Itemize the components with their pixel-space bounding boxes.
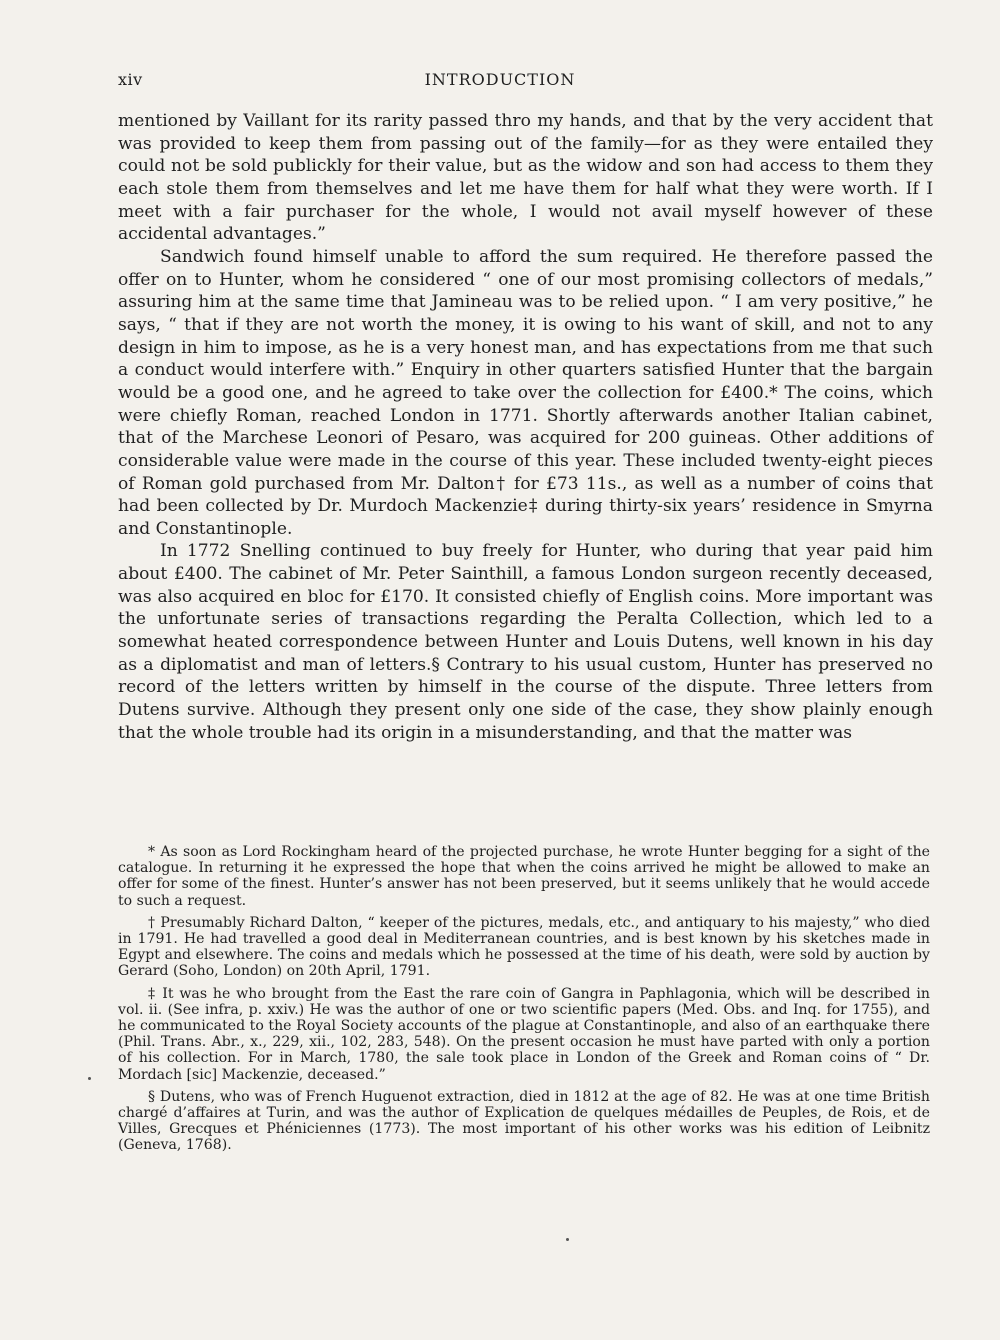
main-text — [118, 110, 933, 744]
footnotes — [118, 844, 930, 1160]
page-number: xiv — [118, 70, 143, 89]
footnote-dagger: † Presumably Richard Dalton, “ keeper of the pictures, medals, etc., and antiquary to his majesty,” who died in 1791. He had travelled a good deal in Mediterranean countries, and is best known by his sketches made in Egypt and elsewhere. The coins and medals which he possessed at the time of his death, were sold by auction by Gerard (Soho, London) on 20th April, 1791. — [118, 914, 930, 980]
paragraph-continued: mentioned by Vaillant for its rarity passed thro my hands, and that by the very accident that was provided to keep them from passing out of the family—for as they were entailed they could not be sold publickly for their value, but as the widow and son had access to them they each stole them from themselves and let me have them for half what they were worth. If I meet with a fair purchaser for the whole, I would not avail myself however of these accidental advantages.” — [118, 111, 933, 245]
paragraph-snelling: In 1772 Snelling continued to buy freely for Hunter, who during that year paid him about £400. The cabinet of Mr. Peter Sainthill, a famous London surgeon recently deceased, was also acquired en bloc for £170. It consisted chiefly of English coins. More important was the unfortunate series of transactions regarding the Peralta Collection, which led to a somewhat heated correspondence between Hunter and Louis Dutens, well known in his day as a diplomatist and man of letters.§ Contrary to his usual custom, Hunter has preserved no record of the letters written by himself in the course of the dispute. Three letters from Dutens survive. Although they present only one side of the case, they show plainly enough that the whole trouble had its origin in a misunderstanding, and that the matter was — [118, 541, 933, 743]
running-title: INTRODUCTION — [424, 70, 576, 89]
footnote-double-dagger: ‡ It was he who brought from the East the rare coin of Gangra in Paphlagonia, which will be described in vol. ii. (See infra, p. xxiv.) He was the author of one or two scientific papers (Med. Obs. and Inq. for 1755), and he communicated to the Royal Society accounts of the plague at Constantinople, and also of an earthquake there (Phil. Trans. Abr., x., 229, xii., 102, 283, 548). On the present occasion he must have parted with only a portion of his collection. For in March, 1780, the sale took place in London of the Greek and Roman coins of “ Dr. Mordach [sic] Mackenzie, deceased.” — [118, 985, 930, 1083]
paragraph-sandwich: Sandwich found himself unable to afford the sum required. He therefore passed the offer on to Hunter, whom he considered “ one of our most promising collectors of medals,” assuring him at the same time that Jamineau was to be relied upon. “ I am very positive,” he says, “ that if they are not worth the money, it is owing to his want of skill, and not to any design in him to impose, as he is a very honest man, and has expectations from me that such a conduct would interfere with.” Enquiry in other quarters satisfied Hunter that the bargain would be a good one, and he agreed to take over the collection for £400.* The coins, which were chiefly Roman, reached London in 1771. Shortly afterwards another Italian cabinet, that of the Marchese Leonori of Pesaro, was acquired for 200 guineas. Other additions of considerable value were made in the course of this year. These included twenty-eight pieces of Roman gold purchased from Mr. Dalton† for £73 11s., as well as a number of coins that had been collected by Dr. Murdoch Mackenzie‡ during thirty-six years’ residence in Smyrna and Constantinople. — [118, 246, 933, 539]
paper-speck — [566, 1238, 569, 1241]
paper-speck — [88, 1077, 91, 1080]
footnote-asterisk: * As soon as Lord Rockingham heard of the projected purchase, he wrote Hunter begging for a sight of the catalogue. In returning it he expressed the hope that when the coins arrived he might be allowed to make an offer for some of the finest. Hunter’s answer has not been preserved, but it seems unlikely that he would accede to such a request. — [118, 844, 930, 909]
footnote-section: § Dutens, who was of French Huguenot extraction, died in 1812 at the age of 82. He was at one time British chargé d’affaires at Turin, and was the author of Explication de quelques médailles de Peuples, de Rois, et de Villes, Grecques et Phéniciennes (1773). The most important of his other works was his edition of Leibnitz (Geneva, 1768). — [118, 1088, 930, 1154]
